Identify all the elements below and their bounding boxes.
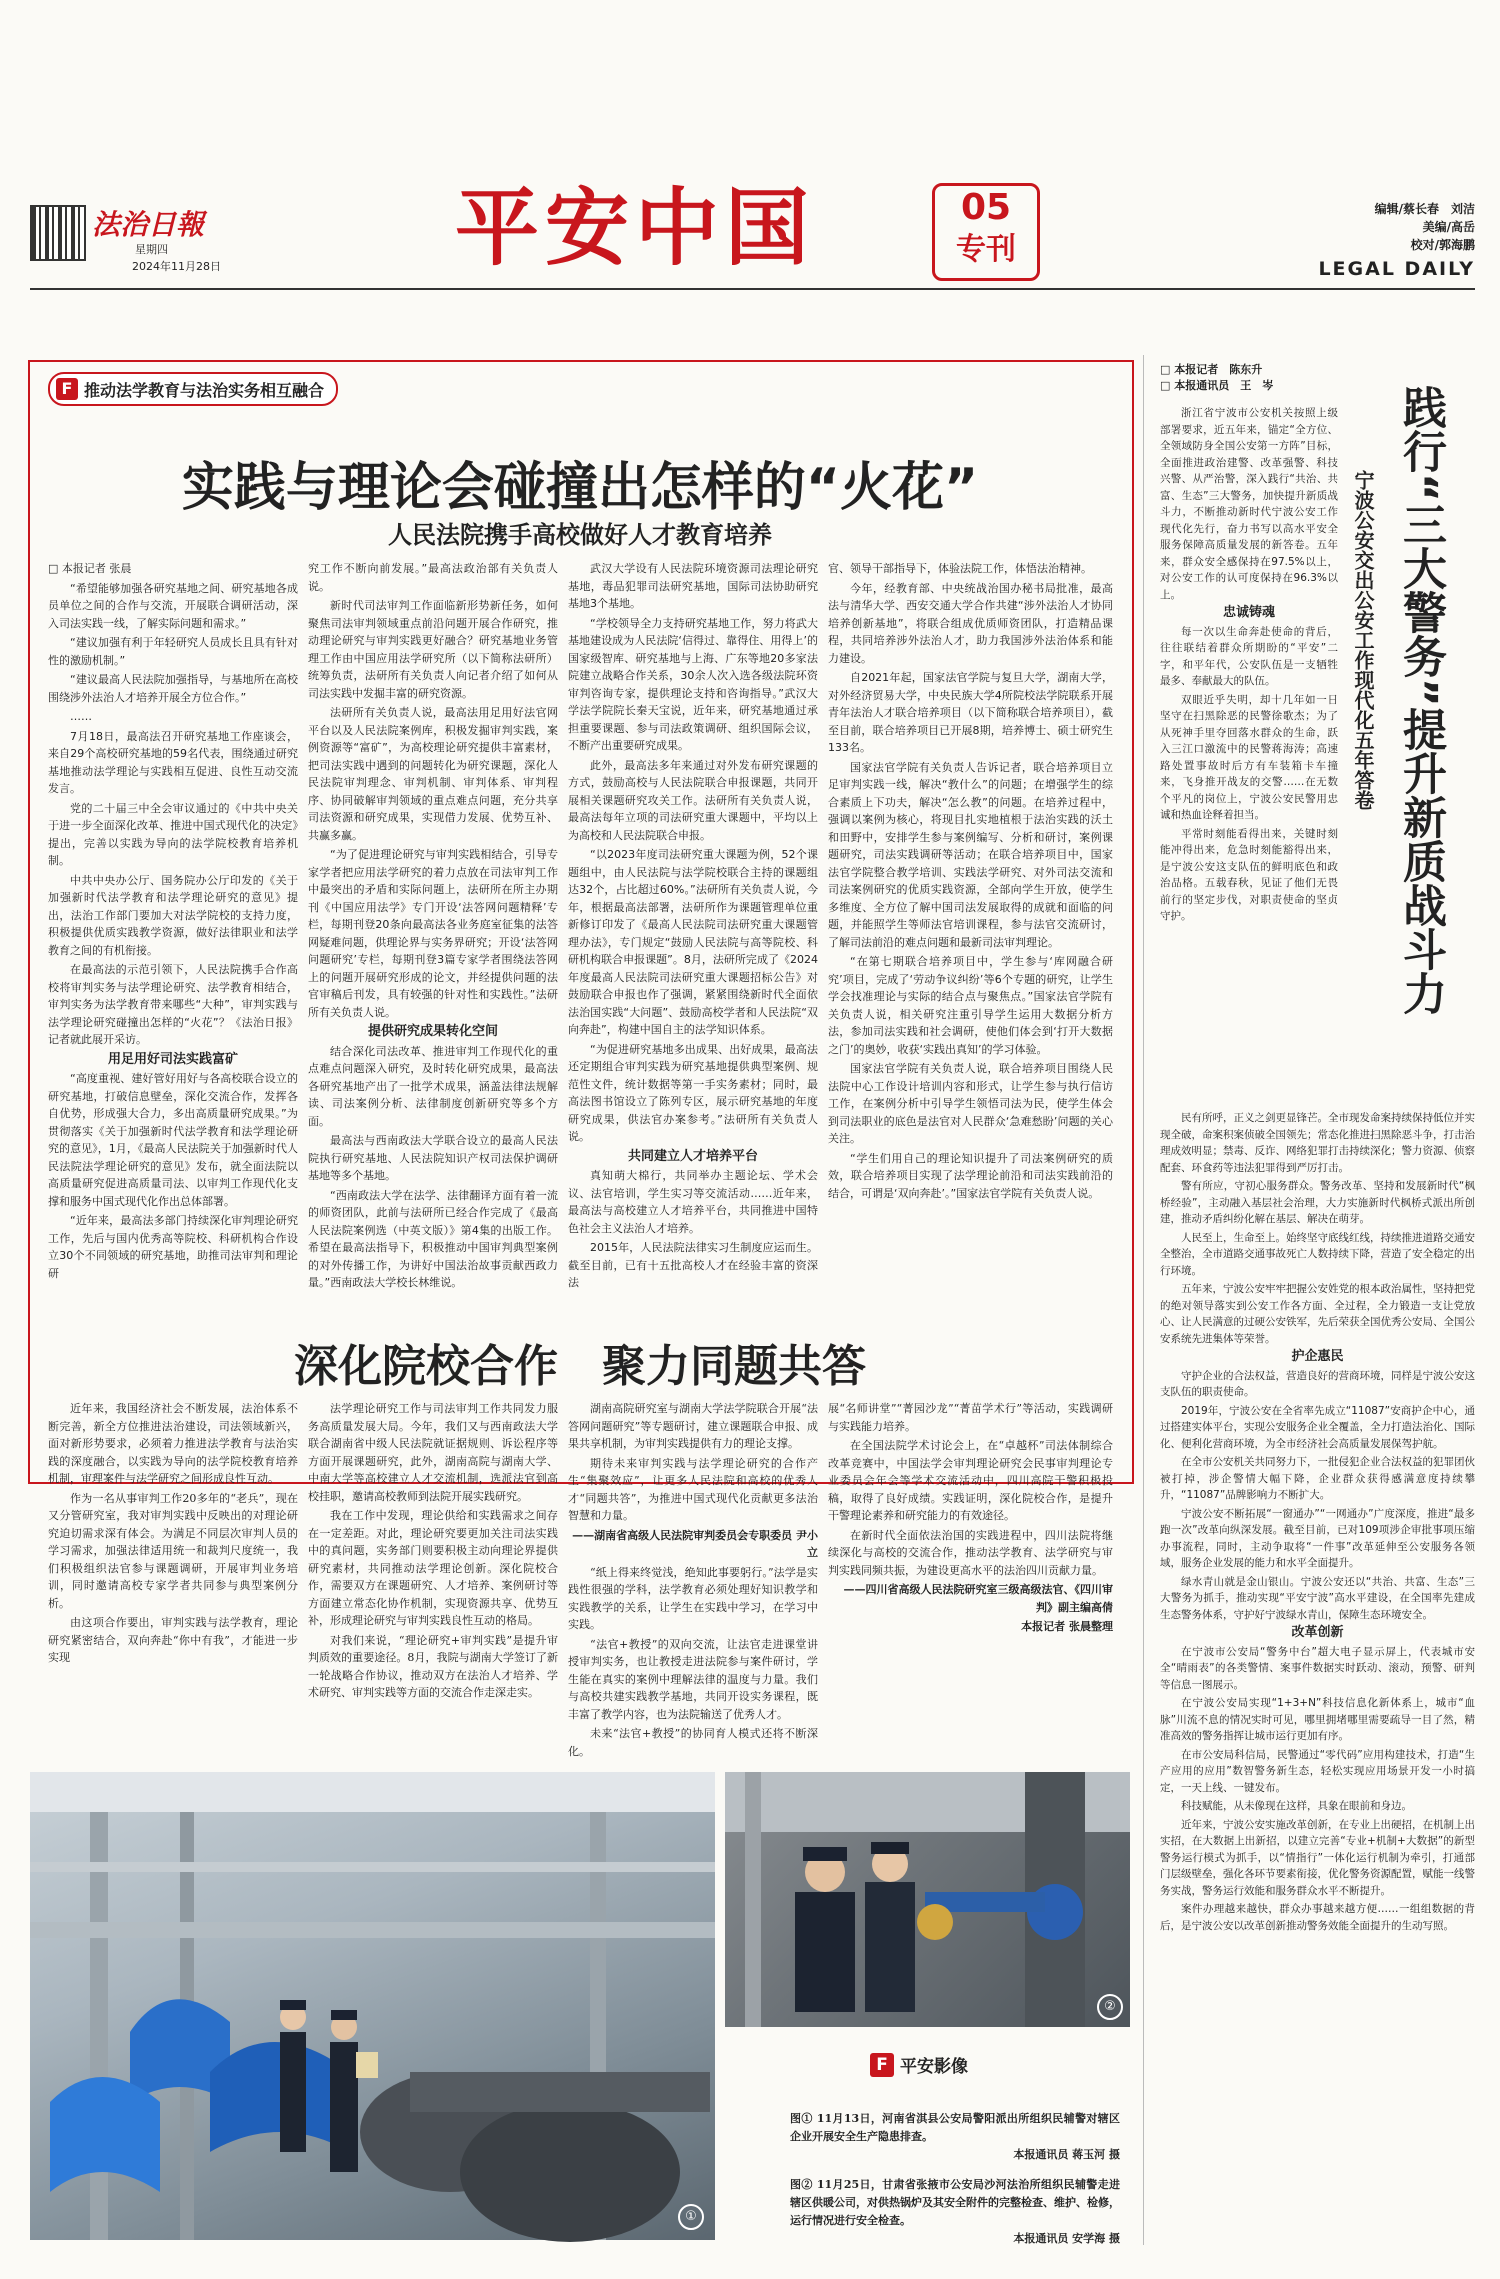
paragraph: 宁波公安不断拓展“一窗通办”“一网通办”广度深度，推进“最多跑一次”改革向纵深发展。截至目前，已对109项涉企审批事项压缩办事流程，同时，主动争取将“一件事”改革延伸至公安服务各领域，服务企业发展的能力和水平全面提升。 <box>1160 1507 1475 1569</box>
paragraph: 科技赋能，从未像现在这样，具象在眼前和身边。 <box>1181 1800 1412 1812</box>
paragraph: “法官+教授”的双向交流，让法官走进课堂讲授审判实务，也让教授走进法院参与案件研讨，学生能在真实的案例中理解法律的温度与力量。我们与高校共建实践教学基地，共同开设实务课程，既丰富了教学内容，也为法院输送了优秀人才。 <box>568 1637 818 1721</box>
subhead-1: 用足用好司法实践富矿 <box>107 1051 238 1067</box>
paragraph: “为促进研究基地多出成果、出好成果，最高法还定期组合审判实践为研究基地提供典型案例、规范性文件，统计数据等第一手实务素材；同时，最高法图书馆设立了陈列专区，展示研究基地的年度研究成果，供法官办案参考。”法研所有关负责人说。 <box>568 1042 818 1143</box>
paragraph: 法研所有关负责人说，最高法用足用好法官网平台以及人民法院案例库，积极发掘审判实践，案例资源等“富矿”，为高校理论研究提供丰富素材，把司法实践中遇到的问题转化为研究课题，深化人民法院审判理念、审判机制、审判体系、审判程序、协同破解审判领域的重点难点问题，充分共享司法资源和研究成果，实现借力发展、优势互补、共赢多赢。 <box>308 706 558 842</box>
paragraph: 民有所呼，正义之剑更显锋芒。全市现发命案持续保持低位并实现全破，命案积案侦破全国领先；常态化推进扫黑除恶斗争，打击治理成效明显；禁毒、反诈、网络犯罪打击持续深化；警力资源、侦察配套、环食药等违法犯罪得到严厉打击。 <box>1160 1112 1475 1174</box>
paragraph: 官、领导干部指导下，体验法院工作，体悟法治精神。 <box>828 562 1092 575</box>
paragraph: 由这项合作要出，审判实践与法学教育，理论研究紧密结合，双向奔赴“你中有我”，才能进一步实现 <box>48 1616 298 1664</box>
paragraph: “高度重视、建好管好用好与各高校联合设立的研究基地，打破信息壁垒，深化交流合作，发挥各自优势，形成强大合力，多出高质量研究成果。”为贯彻落实《关于加强新时代法学教育和法学理论研究的意见》，1月，《最高人民法院关于加强新时代人民法院法学理论研究的意见》发布，就全面法院以高质量研究促进高质量司法、以审判工作现代化支撑和服务中国式现代化作出总体部署。 <box>48 1072 298 1208</box>
paragraph: “以2023年度司法研究重大课题为例，52个课题组中，由人民法院与法学院校联合主持的课题组达32个，占比超过60%。”法研所有关负责人说，今年，根据最高法部署，法研所作为课题管理单位重新修订印发了《最高人民法院司法研究重大课题管理办法》，专门规定“鼓励人民法院与高等院校、科研机构联合申报课题”。8月，法研所完成了《2024年度最高人民法院司法研究重大课题招标公告》对鼓励联合申报也作了强调，紧紧围绕新时代全面依法治国实践“大问题”、鼓励高校学者和人民法院“双向奔赴”，构建中国自主的法学知识体系。 <box>568 848 818 1036</box>
editor-credits <box>1325 200 1475 254</box>
sidebar-divider <box>1143 355 1144 2245</box>
caption-1: 图① 11月13日，河南省淇县公安局警阳派出所组织民辅警对辖区企业开展安全生产隐患排查。 <box>790 2112 1120 2143</box>
article2-column-1 <box>48 1400 298 1700</box>
paragraph: “在第七期联合培养项目中，学生参与‘库网融合研究’项目，完成了‘劳动争议纠纷’等6个专题的研究，让学生学会找准理论与实际的结合点与聚焦点。”国家法官学院有关负责人说，相关研究注重引导学生运用大数据分析方法，参加司法实践和社会调研，使他们体会到‘打开大数据之门’的奥妙，收获‘实践出真知’的学习体验。 <box>828 955 1113 1056</box>
paragraph: 结合深化司法改革、推进审判工作现代化的重点难点问题深入研究，及时转化研究成果，最高法各研究基地产出了一批学术成果，涵盖法律法规解读、司法案例分析、法律制度创新研究等多个方面。 <box>308 1044 558 1128</box>
paragraph: “建议最高人民法院加强指导，与基地所在高校围绕涉外法治人才培养开展全方位合作。” <box>48 673 298 704</box>
paragraph: 双眼近乎失明，却十几年如一日坚守在扫黑除恶的民警徐歌杰；为了从死神手里夺回落水群众的生命，跃入三江口激流中的民警蒋海涛；高速路处置事故时后方有车装箱卡车撞来，飞身推开战友的交警……在无数个平凡的岗位上，宁波公安民警用忠诚和热血诠释着担当。 <box>1160 693 1338 821</box>
paragraph: “为了促进理论研究与审判实践相结合，引导专家学者把应用法学研究的着力点放在司法审判工作中最突出的矛盾和实际问题上，法研所在所主办期刊《中国应用法学》专门开设‘法答网问题精释’专栏，每期刊登20条向最高法各业务庭室征集的法答网疑难问题，供理论界与实务界研究；开设‘法答网问题研究’专栏，每期刊登3篇专家学者围绕法答网上的问题开展研究形成的论文，并经提供问题的法官审稿后刊发，具有较强的针对性和实践性。”法研所有关负责人说。 <box>308 848 558 1019</box>
paragraph: 案件办理越来越快，群众办事越来越方便……一组组数据的背后，是宁波公安以改革创新推动警务效能全面提升的生动写照。 <box>1160 1903 1475 1932</box>
tag-f-icon: F <box>56 378 78 400</box>
paragraph: 浙江省宁波市公安机关按照上级部署要求，近五年来，锚定“全方位、全领域防身全国公安第一方阵”目标，全面推进政治建警、改革强警、科技兴警、从严治警，深入践行“共治、共富、生态”三大警务，加快提升新质战斗力，不断推动新时代宁波公安工作现代化先行，奋力书写以高水平安全服务保障高质量发展的新答卷。五年来，群众安全感保持在97.5%以上，对公安工作的认可度保持在96.3%以上。 <box>1160 407 1338 601</box>
page-type: 专刊 <box>956 232 1016 267</box>
paragraph: 在全市公安机关共同努力下，一批侵犯企业合法权益的犯罪团伙被打掉，涉企警情大幅下降，企业群众获得感满意度持续攀升，“11087”品牌影响力不断扩大。 <box>1160 1456 1475 1501</box>
paragraph: 对我们来说，“理论研究+审判实践”是提升审判质效的重要途径。8月，我院与湖南大学签订了新一轮战略合作协议，推动双方在法治人才培养、学术研究、审判实践等方面的交流合作走深走实。 <box>308 1633 558 1699</box>
paragraph: 五年来，宁波公安牢牢把握公安姓党的根本政治属性，坚持把党的绝对领导落实到公安工作各方面、全过程，全力锻造一支让党放心、让人民满意的过硬公安铁军，先后荣获全国优秀公安局、全国公安系统先进集体等荣誉。 <box>1160 1283 1475 1345</box>
sidebar-headline: 践行“三大警务”提升新质战斗力 <box>1395 385 1446 1015</box>
paragraph: 新时代司法审判工作面临新形势新任务，如何聚焦司法审判领域重点前沿问题开展合作研究，推动理论研究与审判实践更好融合？研究基地业务管理工作由中国应用法学研究所（以下简称法研所）统筹负责，法研所有关负责人向记者介绍了如何从司法实践中发掘丰富的研究资源。 <box>308 599 558 700</box>
english-title: LEGAL DAILY <box>1318 258 1475 280</box>
paragraph: 期待未来审判实践与法学理论研究的合作产生“集聚效应”，让更多人民法院和高校的优秀人才“同题共答”，为推进中国式现代化贡献更多法治智慧和力量。 <box>568 1456 818 1522</box>
boiler-inspection-illustration <box>725 1772 1130 2027</box>
paragraph: “近年来，最高法多部门持续深化审判理论研究工作，先后与国内优秀高等院校、科研机构合作设立30个不同领域的研究基地，助推司法审判和理论研 <box>48 1214 298 1280</box>
photo-2-number: ② <box>1097 1994 1123 2020</box>
paragraph: 最高法与西南政法大学联合设立的最高人民法院执行研究基地、人民法院知识产权司法保护调研基地等多个基地。 <box>308 1134 558 1182</box>
paragraph: 未来“法官+教授”的协同育人模式还将不断深化。 <box>568 1727 818 1758</box>
article1-subheadline: 人民法院携手高校做好人才教育培养 <box>388 521 772 549</box>
section-title: 平安中国 <box>455 179 816 277</box>
paragraph: 法学理论研究工作与司法审判工作共同发力服务高质量发展大局。今年，我们又与西南政法大学联合湖南省中级人民法院就证据规则、诉讼程序等方面开展课题研究，此外，湖南高院与湖南大学、中南大学等高校建立人才交流机制，选派法官到高校挂职，邀请高校教师到法院开展实践研究。 <box>308 1402 558 1503</box>
paragraph: 在新时代全面依法治国的实践进程中，四川法院将继续深化与高校的交流合作，推动法学教育、法学研究与审判实践同频共振，为建设更高水平的法治四川贡献力量。 <box>828 1528 1113 1577</box>
paragraph: 国家法官学院有关负责人告诉记者，联合培养项目立足审判实践一线，解决“教什么”的问题；在增强学生的综合素质上下功夫，解决“怎么教”的问题。在培养过程中，强调以案例为核心，将现目扎实地植根于法治实践的沃土和田野中，安排学生参与案例编写、分析和研讨，案例课题研究，司法实践调研等活动；在联合培养项目中，国家法官学院整合教学培训、实践法学研究、对外司法交流和司法案例研究的优质实践资源，全部向学生开放，使学生多维度、全方位了解中国司法发展取得的成就和面临的问题，并能照学生等师法官培训课程，参与法官交流研讨，了解司法前沿的难点问题和最新司法审判理论。 <box>828 760 1113 949</box>
photo-2 <box>725 1772 1130 2027</box>
paragraph: 每一次以生命奔赴使命的背后，往往联结着群众所期盼的“平安”二字，和平年代，公安队伍是一支牺牲最多、奉献最大的队伍。 <box>1160 625 1338 687</box>
paragraph: 近年来，我国经济社会不断发展，法治体系不断完善，新全方位推进法治建设，司法领域新兴，面对新形势要求，必须着力推进法学教育与法治实践的深度融合，以实践为导向的法学院校教育培养机制，审理案件与法学研究之间形成良性互动。 <box>48 1402 298 1485</box>
article2-column-2 <box>308 1400 558 1700</box>
proofreader-line: 校对/郭海鹏 <box>1410 238 1475 252</box>
industrial-pipes-illustration <box>30 1772 715 2240</box>
paragraph: 党的二十届三中全会审议通过的《中共中央关于进一步全面深化改革、推进中国式现代化的决定》提出，完善以实践为导向的法学院校教育培养机制。 <box>48 801 298 867</box>
article2-headline: 深化院校合作 聚力同题共答 <box>294 1341 866 1392</box>
qr-code-icon <box>30 205 86 261</box>
tag-f-icon: F <box>870 2053 894 2077</box>
signature-2: ——四川省高级人民法院研究室三级高级法官、《四川审判》副主编高倩 <box>843 1583 1113 1614</box>
signature-1: ——湖南省高级人民法院审判委员会专职委员 尹小立 <box>572 1528 818 1559</box>
article1-column-4 <box>828 560 1113 1320</box>
paragraph: “希望能够加强各研究基地之间、研究基地各成员单位之间的合作与交流，开展联合调研活动，深入司法实践一线，了解实际问题和需求。” <box>48 581 298 630</box>
paragraph: 在全国法院学术讨论会上，在“卓越杯”司法体制综合改革竞赛中，中国法学会审判理论研究会民事审判理论专业委员会年会等学术交流活动中，四川高院干警积极投稿，取得了良好成绩。实践证明，深化院校合作，是提升干警理论素养和研究能力的有效途径。 <box>828 1439 1113 1522</box>
paragraph: 人民至上，生命至上。始终坚守底线红线，持续推进道路交通安全整治，全市道路交通事故死亡人数持续下降，营造了安全稳定的出行环境。 <box>1160 1231 1475 1277</box>
sidebar-column-top <box>1160 405 1338 1105</box>
paragraph: 7月18日，最高法召开研究基地工作座谈会，来自29个高校研究基地的59名代表，围绕通过研究基地推动法学理论与实践相互促进、良性互动交流发言。 <box>48 729 298 795</box>
paragraph: 平常时刻能看得出来，关键时刻能冲得出来，危急时刻能豁得出来，是宁波公安这支队伍的鲜明底色和政治品格。五载春秋，见证了他们无畏前行的坚定步伐，对职责使命的坚贞守护。 <box>1160 827 1338 922</box>
article1-column-2 <box>308 560 558 1320</box>
paragraph: “西南政法大学在法学、法律翻译方面有着一流的师资团队，此前与法研所已经合作完成了《最高人民法院案例选（中英文版）》第4集的出版工作。希望在最高法指导下，积极推动中国审判典型案例的对外传播工作，为讲好中国法治故事贡献西政力量。”西南政法大学校长林维说。 <box>308 1188 558 1289</box>
photo-1-number: ① <box>678 2204 704 2230</box>
paragraph: 在宁波公安局实现“1+3+N”科技信息化新体系上，城市“血脉”川流不息的情况实时可见，哪里拥堵哪里需要疏导一目了然，精准高效的警务指挥让城市运行更加有序。 <box>1160 1697 1475 1742</box>
page-badge <box>932 183 1040 281</box>
paragraph: 守护企业的合法权益，营造良好的营商环境，同样是宁波公安这支队伍的职责使命。 <box>1160 1369 1475 1398</box>
paragraph: 真知萌大棉行，共同举办主题论坛、学术会议、法官培训，学生实习等交流活动……近年来，最高法与高校建立人才培养平台，共同推进中国特色社会主义法治人才培养。 <box>568 1169 818 1235</box>
sidebar-subhead-1: 忠诚铸魂 <box>1222 605 1275 620</box>
sidebar-correspondent: □ 本报通讯员 王 岑 <box>1160 379 1274 392</box>
paragraph: 在市公安局科信局，民警通过“零代码”应用构建技术，打造“生产应用的应用”数智警务新生态，轻松实现应用场景开发一小时搞定，一天上线、一键发布。 <box>1160 1748 1475 1794</box>
paragraph: 国家法官学院有关负责人说，联合培养项目围绕人民法院中心工作设计培训内容和形式，让学生参与执行信访工作，在案例分析中引导学生领悟司法为民，使学生体会到司法职业的底色是法官对人民群众‘急难愁盼’问题的关心关注。 <box>828 1062 1113 1145</box>
masthead-rule <box>30 288 1475 290</box>
column-tag-label: 推动法学教育与法治实务相互融合 <box>84 380 325 400</box>
paragraph: “学校领导全力支持研究基地工作，努力将武大基地建设成为人民法院‘信得过、靠得住、用得上’的国家级智库、研究基地与上海、广东等地20多家法院建立战略合作关系，30余人次入选各级法院环资审判咨询专家，提供理论支持和咨询指导。”武汉大学法学院院长秦天宝说，近年来，研究基地通过承担重要课题、参与司法政策调研、组织国际会议，不断产出重要研究成果。 <box>568 616 818 752</box>
column-tag <box>48 372 338 406</box>
editor-line: 编辑/蔡长春 刘洁 <box>1374 202 1475 216</box>
subhead-3: 共同建立人才培养平台 <box>627 1148 758 1164</box>
sidebar-subhead-2: 护企惠民 <box>1291 1349 1344 1364</box>
paragraph: “纸上得来终觉浅，绝知此事要躬行。”法学是实践性很强的学科，法学教育必须处理好知识教学和实践教学的关系，让学生在实践中学习，在学习中实践。 <box>568 1565 818 1631</box>
paragraph: 此外，最高法多年来通过对外发布研究课题的方式，鼓励高校与人民法院联合申报课题，共同开展相关课题研究攻关工作。法研所有关负责人说，最高法每年立项的司法研究重大课题中，平均以上为高校和人民法院联合申报。 <box>568 758 818 842</box>
paragraph: 中共中央办公厅、国务院办公厅印发的《关于加强新时代法学教育和法学理论研究的意见》提出，法治工作部门要加大对法学院校的支持力度，积极提供优质实践教学资源，做好法律职业和法学教育之间的有机衔接。 <box>48 873 298 957</box>
article1-byline: □ 本报记者 张晨 <box>48 562 132 575</box>
paragraph: 究工作不断向前发展。”最高法政治部有关负责人说。 <box>308 562 558 593</box>
weekday: 星期四 <box>135 243 168 256</box>
designer-line: 美编/高岳 <box>1422 220 1475 234</box>
sidebar-subheadline: 宁波公安交出公安工作现代化五年答卷 <box>1351 470 1375 810</box>
signature-3: 本报记者 张晨整理 <box>1021 1620 1113 1633</box>
paragraph: 近年来，宁波公安实施改革创新，在专业上出硬招，在机制上出实招，在大数据上出新招，以建立完善“专业+机制+大数据”的新型警务运行模式为抓手，以“情指行”一体化运行机制为牵引，打通部门层级壁垒，强化各环节要素衔接，优化警务资源配置，赋能一线警务实战，警务运行效能和服务群众水平不断提升。 <box>1160 1818 1475 1897</box>
paragraph: 绿水青山就是金山银山。宁波公安还以“共治、共富、生态”三大警务为抓手，推动实现“平安宁波”高水平建设，在全国率先建成生态警务体系，守护好宁波绿水青山，保障生态环境安全。 <box>1160 1575 1475 1621</box>
paragraph: 作为一名从事审判工作20多年的“老兵”，现在又分管研究室，我对审判实践中反映出的对理论研究迫切需求深有体会。为满足不同层次审判人员的学习需求，加强法律适用统一和裁判尺度统一，我们积极组织法官参与课题调研，开展审判业务培训，同时邀请高校专家学者共同参与典型案例分析。 <box>48 1491 298 1610</box>
article2-column-3 <box>568 1400 818 1758</box>
paragraph: 自2021年起，国家法官学院与复旦大学，湖南大学，对外经济贸易大学，中央民族大学4所院校法学院联系开展青年法治人才联合培养项目（以下简称联合培养项目），截至目前，联合培养项目已开展8期，培养博士、硕士研究生133名。 <box>828 671 1113 754</box>
sidebar-subhead-3: 改革创新 <box>1291 1625 1344 1640</box>
article1-headline: 实践与理论会碰撞出怎样的“火花” <box>181 458 979 518</box>
article1-column-1 <box>48 560 298 1320</box>
article1-column-3 <box>568 560 818 1320</box>
paragraph: 今年，经教育部、中央统战治国办秘书局批准，最高法与清华大学、西安交通大学合作共建“涉外法治人才协同培养创新基地”，将联合组成优质师资团队，打造精品课程，共同培养涉外法治人才，助力我国涉外法治体系和能力建设。 <box>828 581 1113 665</box>
credit-1: 本报通讯员 蒋玉河 摄 <box>1013 2148 1120 2161</box>
paragraph: 在最高法的示范引领下，人民法院携手合作高校将审判实务与法学理论研究、法学教育相结合，审判实务为法学教育带来哪些“大种”，审判实践与法学理论研究碰撞出怎样的“火花”？《法治日报》记者就此展开采访。 <box>48 963 298 1046</box>
paragraph: “学生们用自己的理论知识提升了司法案例研究的质效，联合培养项目实现了法学理论前沿和司法实践前沿的结合，可谓是‘双向奔赴’。”国家法官学院有关负责人说。 <box>828 1151 1113 1200</box>
photo-1 <box>30 1772 715 2240</box>
issue-date: 2024年11月28日 <box>132 260 221 273</box>
paragraph: 2015年，人民法院法律实习生制度应运而生。截至目前，已有十五批高校人才在经验丰富的资深法 <box>568 1241 818 1289</box>
paragraph: 在宁波市公安局“警务中台”超大电子显示屏上，代表城市安全“晴雨表”的各类警情、案事件数据实时跃动、滚动，预警、研判等信息一图展示。 <box>1160 1645 1475 1691</box>
credit-2: 本报通讯员 安学海 摄 <box>1013 2232 1120 2245</box>
paragraph: 湖南高院研究室与湖南大学法学院联合开展“法答网问题研究”等专题研讨，建立课题联合申报、成果共享机制，为审判实践提供有力的理论支撑。 <box>568 1402 818 1450</box>
page-number: 05 <box>960 187 1012 228</box>
paragraph: 2019年，宁波公安在全省率先成立“11087”安商护企中心，通过搭建实体平台，实现公安服务企业全覆盖，全力打造法治化、国际化、便利化营商环境，为全市经济社会高质量发展保驾护航。 <box>1160 1404 1475 1450</box>
paper-name: 法治日報 <box>92 208 205 241</box>
article2-column-4 <box>828 1400 1113 1700</box>
paragraph: …… <box>70 710 92 723</box>
photo-section-label: 平安影像 <box>900 2057 968 2077</box>
photo-section-tag <box>870 2052 968 2077</box>
paragraph: “建议加强有利于年轻研究人员成长且具有针对性的激励机制。” <box>48 636 298 667</box>
sidebar-reporter: □ 本报记者 陈东升 <box>1160 363 1263 376</box>
subhead-2: 提供研究成果转化空间 <box>367 1024 498 1039</box>
paragraph: 我在工作中发现，理论供给和实践需求之间存在一定差距。对此，理论研究要更加关注司法实践中的真问题，实务部门则要积极主动向理论界提供研究素材，共同推动法学理论创新。深化院校合作，需要双方在课题研究、人才培养、案例研讨等方面建立常态化协作机制，实现资源共享、优势互补，形成理论研究与审判实践良性互动的格局。 <box>308 1509 558 1627</box>
caption-2: 图② 11月25日，甘肃省张掖市公安局沙河法治所组织民辅警走进辖区供暖公司，对供热锅炉及其安全附件的完整检查、维护、检修，运行情况进行安全检查。 <box>790 2178 1120 2227</box>
paragraph: 展“名师讲堂”“菁园沙龙”“菁苗学术行”等活动，实践调研与实践能力培养。 <box>828 1402 1113 1433</box>
sidebar-byline <box>1160 362 1273 394</box>
paragraph: 警有所应，守初心服务群众。警务改革、坚持和发展新时代“枫桥经验”，主动融入基层社会治理，大力实施新时代枫桥式派出所创建，推动矛盾纠纷化解在基层、解决在萌芽。 <box>1160 1180 1475 1225</box>
sidebar-column-main <box>1160 1110 1475 2245</box>
paragraph: 武汉大学设有人民法院环境资源司法理论研究基地，毒品犯罪司法研究基地，国际司法协助研究基地3个基地。 <box>568 562 818 610</box>
photo-captions <box>790 2110 1120 2248</box>
